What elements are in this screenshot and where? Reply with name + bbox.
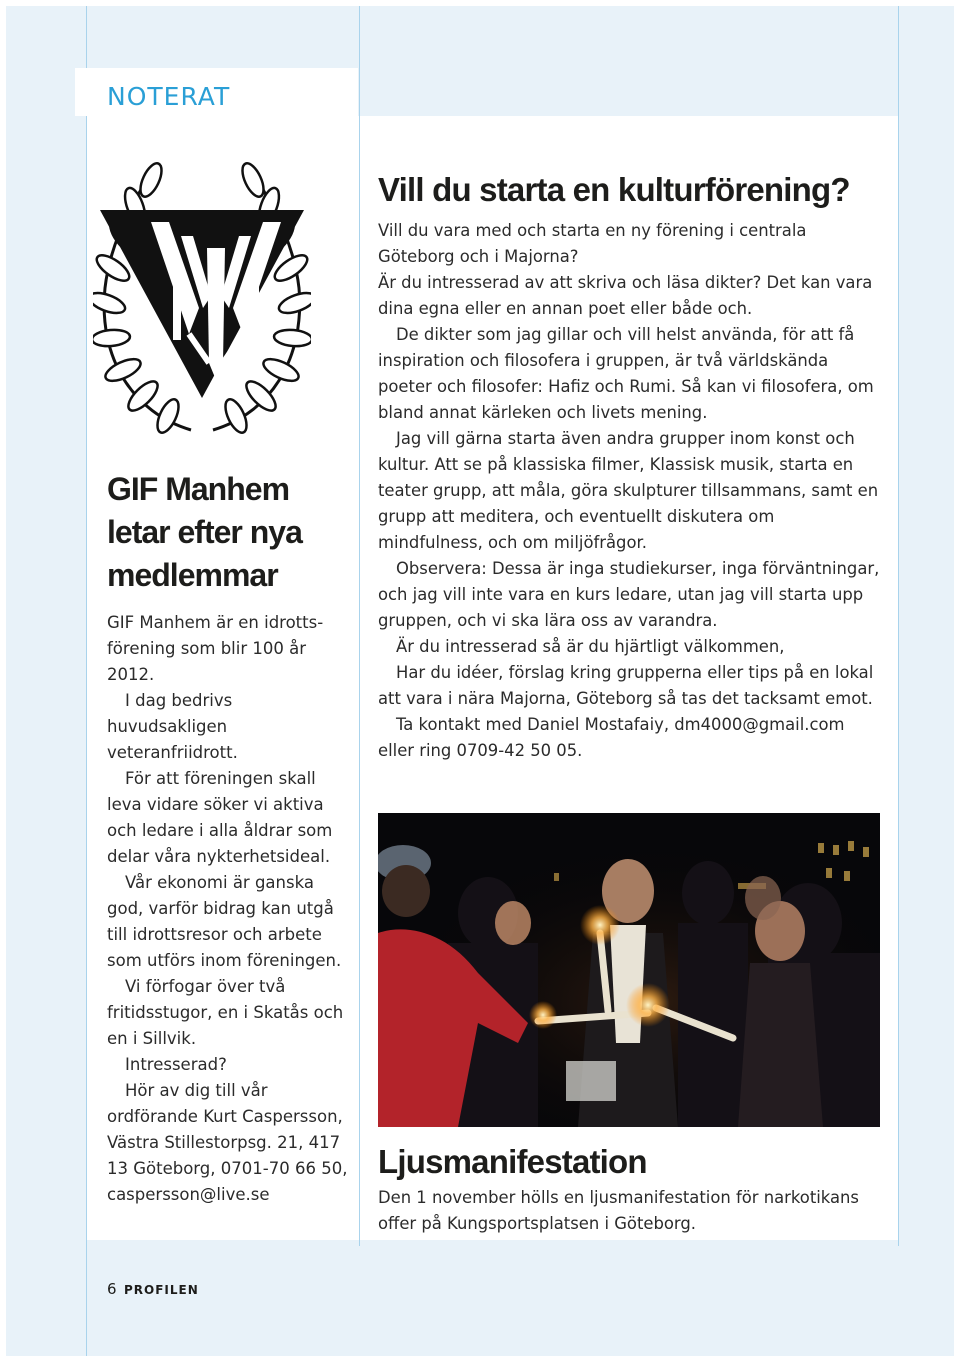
page-number: 6 bbox=[107, 1280, 117, 1298]
paragraph: GIF Manhem är en idrotts-förening som blir 100 år 2012. bbox=[107, 613, 324, 684]
contact-paragraph: Hör av dig till vår ordförande Kurt Caspersson, Västra Stillestorpsg. 21, 417 13 Göteborg, 0701-70 66 50, caspersson@live.se bbox=[107, 1081, 348, 1204]
paragraph: För att föreningen skall leva vidare söker vi aktiva och ledare i alla åldrar som delar våra nykterhetsideal. bbox=[107, 769, 333, 866]
margin-guide-right bbox=[898, 6, 899, 1246]
paragraph: Är du intresserad så är du hjärtligt välkommen, bbox=[396, 637, 785, 656]
paragraph: De dikter som jag gillar och vill helst använda, för att få inspiration och filosofera i gruppen, är två världskända poeter och filosofer: Hafiz och Rumi. Så kan vi filosofera, om bland annat kärleken och livets mening. bbox=[378, 325, 874, 422]
paragraph: Vår ekonomi är ganska god, varför bidrag kan utgå till idrottsresor och arbete som utförs inom föreningen. bbox=[107, 873, 342, 970]
gif-manhem-emblem-icon bbox=[93, 158, 311, 448]
contact-paragraph: Ta kontakt med Daniel Mostafaiy, dm4000@gmail.com eller ring 0709-42 50 05. bbox=[378, 715, 845, 760]
kulturforening-headline: Vill du starta en kulturförening? bbox=[378, 171, 850, 208]
paragraph: Jag vill gärna starta även andra grupper inom konst och kultur. Att se på klassiska filmer, Klassisk musik, starta en teater grupp, att måla, göra skulpturer tillsammans, samt en grupp att meditera, och eventuellt diskutera om mindfulness, och om miljöfrågor. bbox=[378, 429, 879, 552]
kulturforening-body bbox=[378, 218, 883, 764]
gif-manhem-headline: GIF Manhem letar efter nya medlemmar bbox=[107, 471, 302, 593]
ljusmanifestation-photo bbox=[378, 813, 880, 1127]
paragraph: Har du idéer, förslag kring grupperna eller tips på en lokal att vara i nära Majorna, Göteborg så tas det tacksamt emot. bbox=[378, 663, 874, 708]
section-label: NOTERAT bbox=[107, 82, 231, 111]
paragraph: Är du intresserad av att skriva och läsa dikter? Det kan vara dina egna eller en annan poet eller både och. bbox=[378, 273, 873, 318]
paragraph: I dag bedrivs huvudsakligen veteranfriidrott. bbox=[107, 691, 238, 762]
paragraph: Vi förfogar över två fritidsstugor, en i Skatås och en i Sillvik. bbox=[107, 977, 344, 1048]
gif-manhem-body bbox=[107, 610, 352, 1208]
paragraph: Intresserad? bbox=[125, 1055, 227, 1074]
publication-name: PROFILEN bbox=[124, 1283, 199, 1297]
ljusmanifestation-headline: Ljusmanifestation bbox=[378, 1143, 647, 1180]
ljusmanifestation-caption: Den 1 november hölls en ljusmanifestation för narkotikans offer på Kungsportsplatsen i Göteborg. bbox=[378, 1188, 859, 1233]
paragraph: Observera: Dessa är inga studiekurser, inga förväntningar, och jag vill inte vara en kurs ledare, utan jag vill starta upp gruppen, och vi ska lära oss av varandra. bbox=[378, 559, 880, 630]
paragraph: Vill du vara med och starta en ny förening i centrala Göteborg och i Majorna? bbox=[378, 221, 807, 266]
